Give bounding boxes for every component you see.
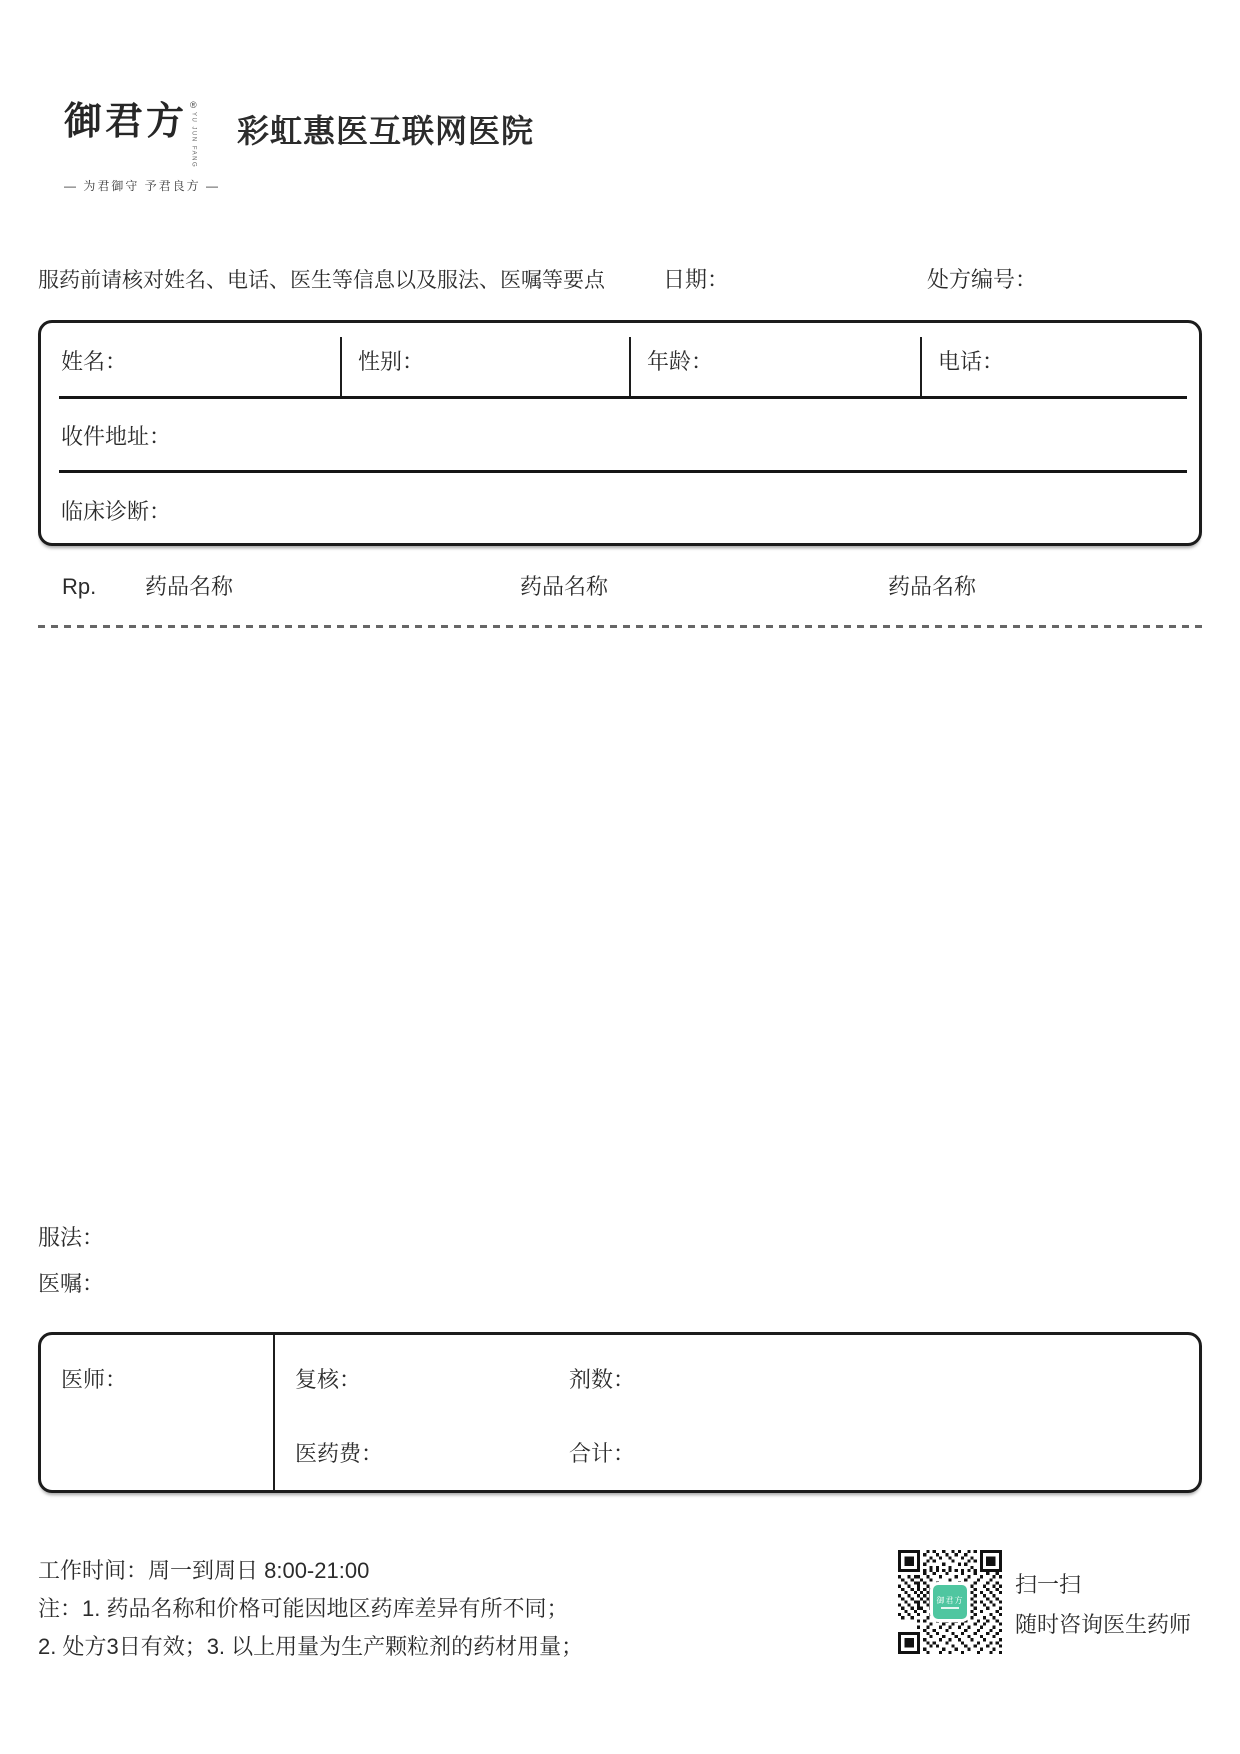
brand-logo xyxy=(64,98,221,194)
patient-gender-label: 性别： xyxy=(358,349,425,374)
medical-advice-label: 医嘱： xyxy=(38,1271,105,1296)
note-line-2: 2. 处方3日有效；3. 以上用量为生产颗粒剂的药材用量； xyxy=(38,1634,584,1659)
signature-fee-box xyxy=(38,1332,1202,1493)
qr-center-logo-bar xyxy=(941,1607,959,1609)
drug-list-empty-area xyxy=(38,632,1205,1212)
patient-name-label: 姓名： xyxy=(61,349,128,374)
drug-name-column-header: 药品名称 xyxy=(888,574,977,599)
column-divider xyxy=(340,337,342,396)
row-divider-line xyxy=(59,470,1187,473)
prescription-separator-dashed-line xyxy=(38,625,1205,628)
rp-label: Rp. xyxy=(62,574,97,599)
doses-label: 剂数： xyxy=(569,1367,636,1392)
row-divider-line xyxy=(59,396,1187,399)
brand-tagline: — 为君御守 予君良方 — xyxy=(64,179,221,194)
medicine-fee-label: 医药费： xyxy=(295,1441,384,1466)
brand-logo-text: 御君方 xyxy=(64,98,188,143)
physician-label: 医师： xyxy=(61,1367,128,1392)
hospital-name: 彩虹惠医互联网医院 xyxy=(237,113,535,149)
column-divider xyxy=(629,337,631,396)
patient-info-box xyxy=(38,320,1202,546)
wechat-qr-code xyxy=(898,1550,1002,1654)
usage-label: 服法： xyxy=(38,1225,105,1250)
shipping-address-label: 收件地址： xyxy=(61,424,172,449)
column-divider xyxy=(273,1335,275,1490)
rx-number-label: 处方编号： xyxy=(927,267,1038,292)
column-divider xyxy=(920,337,922,396)
brand-logo-pinyin: YU JUN FANG xyxy=(190,112,197,169)
drug-name-column-header: 药品名称 xyxy=(145,574,234,599)
patient-phone-label: 电话： xyxy=(938,349,1005,374)
pre-use-notice: 服药前请核对姓名、电话、医生等信息以及服法、医嘱等要点 xyxy=(38,269,605,292)
review-label: 复核： xyxy=(295,1367,362,1392)
patient-age-label: 年龄： xyxy=(647,349,714,374)
date-label: 日期： xyxy=(663,267,730,292)
drug-name-column-header: 药品名称 xyxy=(520,574,609,599)
qr-caption-scan: 扫一扫 xyxy=(1015,1572,1082,1597)
working-hours-text: 工作时间：周一到周日 8:00-21:00 xyxy=(38,1558,370,1583)
qr-caption-consult: 随时咨询医生药师 xyxy=(1015,1612,1192,1637)
registered-trademark-icon: ® xyxy=(190,100,197,110)
qr-center-logo-text: 御君方 xyxy=(936,1595,964,1605)
total-label: 合计： xyxy=(569,1441,636,1466)
note-line-1: 注：1. 药品名称和价格可能因地区药库差异有所不同； xyxy=(38,1596,569,1621)
qr-center-logo xyxy=(930,1582,970,1622)
clinical-diagnosis-label: 临床诊断： xyxy=(61,499,172,524)
